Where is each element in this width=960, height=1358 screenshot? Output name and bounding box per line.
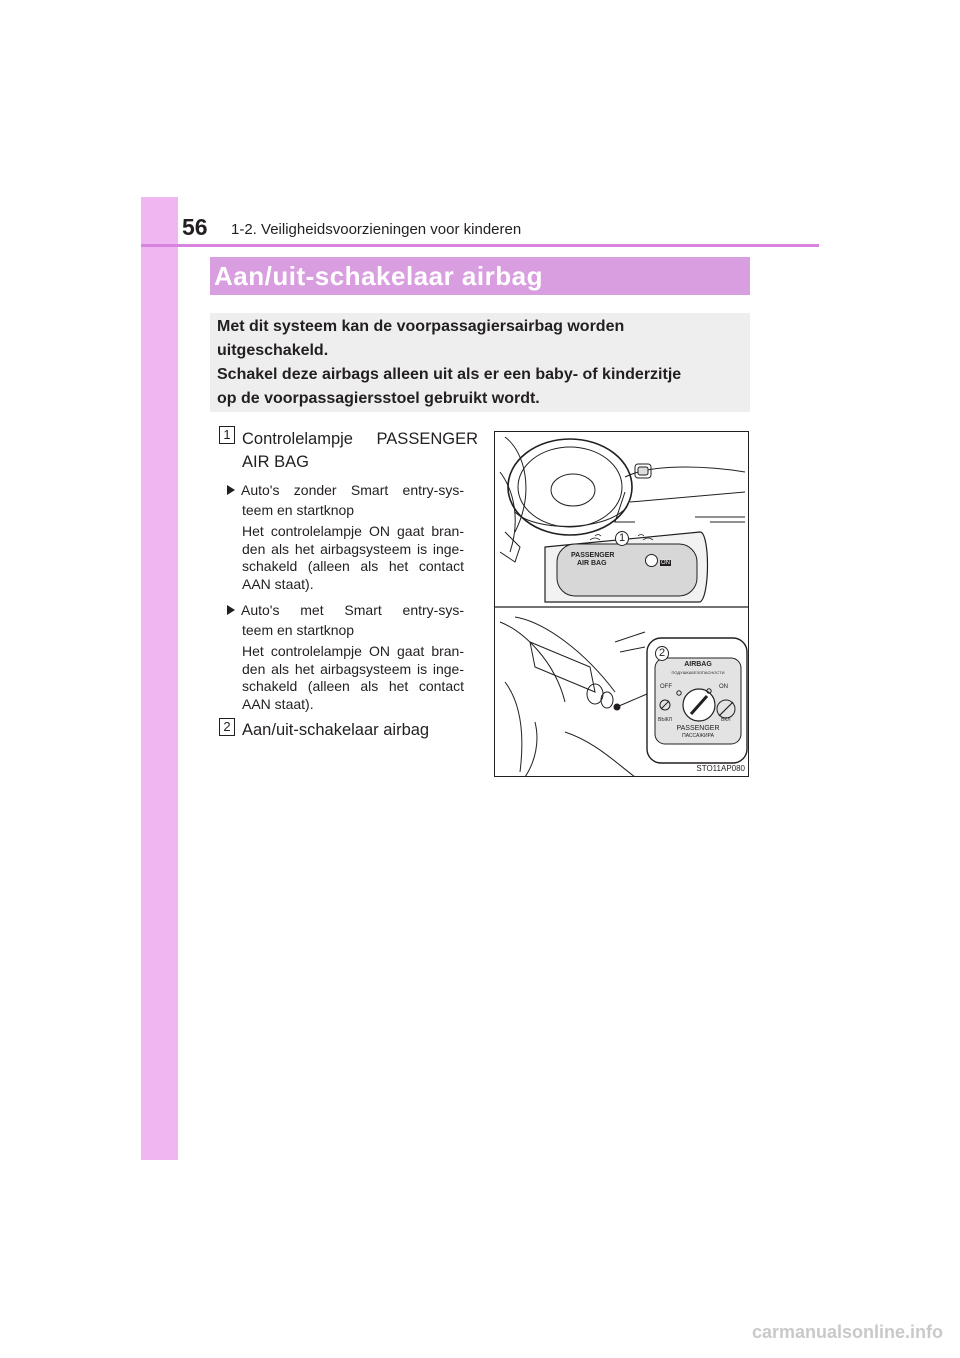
bullet-item (242, 480, 464, 520)
bullet-text: Auto's met Smart entry-sys- (241, 602, 464, 618)
indicator-label-line: AIR BAG (577, 560, 607, 567)
side-tab-strip (141, 197, 178, 1160)
figure-callout: 1 (615, 531, 629, 546)
item-title: AIR BAG (242, 453, 309, 471)
bullet-text: teem en startknop (242, 502, 355, 518)
body-line: schakeld (alleen als het contact (242, 678, 464, 694)
page-number: 56 (182, 214, 208, 240)
intro-line: uitgeschakeld. (217, 342, 329, 359)
body-paragraph (242, 523, 464, 593)
switch-passenger-label: PASSENGER (676, 725, 720, 732)
body-paragraph (242, 643, 464, 713)
airbag-switch-illustration (494, 431, 749, 777)
intro-line: op de voorpassagiersstoel gebruikt wordt. (217, 390, 540, 407)
intro-line: Met dit systeem kan de voorpassagiersairbag worden (217, 318, 625, 335)
indicator-label-line: PASSENGER (571, 552, 615, 559)
switch-passenger-label-ru: ПАССАЖИРА (682, 733, 714, 739)
header-rule (141, 244, 819, 247)
body-line: AAN staat). (242, 695, 314, 712)
switch-title: AIRBAG (684, 661, 712, 668)
figure-callout: 2 (655, 646, 669, 661)
indicator-label (571, 552, 614, 568)
item-title: Controlelampje PASSENGER (242, 430, 478, 448)
body-line: AAN staat). (242, 575, 314, 592)
body-line: Het controlelampje ON gaat bran- (242, 643, 464, 659)
figure-code: STO11AP080 (696, 764, 745, 773)
intro-text (217, 315, 742, 411)
bullet-item (242, 600, 464, 640)
arrow-bullet-icon (227, 605, 235, 615)
item-number-badge: 1 (219, 426, 235, 444)
item-number-badge: 2 (219, 718, 235, 736)
item-title: Aan/uit-schakelaar airbag (242, 721, 430, 739)
bullet-text: teem en startknop (242, 622, 355, 638)
body-line: Het controlelampje ON gaat bran- (242, 523, 464, 539)
arrow-bullet-icon (227, 485, 235, 495)
airbag-off-symbol-icon (645, 554, 658, 567)
body-line: den als het airbagsysteem is inge- (242, 660, 464, 677)
switch-on-label-ru: ВКЛ (721, 717, 731, 723)
watermark: carmanualsonline.info (752, 1322, 944, 1342)
switch-off-label: OFF (660, 684, 672, 690)
indicator-on-lamp: ON (661, 560, 670, 566)
switch-off-label-ru: ВЫКЛ (658, 717, 672, 723)
switch-on-label: ON (719, 684, 728, 690)
body-line: schakeld (alleen als het contact (242, 558, 464, 574)
intro-line: Schakel deze airbags alleen uit als er een baby- of kinderzitje (217, 366, 682, 383)
switch-title-ru: ПОДУШКАБЕЗОПАСНОСТИ (671, 670, 725, 675)
body-line: den als het airbagsysteem is inge- (242, 540, 464, 557)
section-title: Aan/uit-schakelaar airbag (214, 261, 543, 291)
bullet-text: Auto's zonder Smart entry-sys- (241, 482, 464, 498)
chapter-heading: 1-2. Veiligheidsvoorzieningen voor kinderen (231, 221, 522, 238)
